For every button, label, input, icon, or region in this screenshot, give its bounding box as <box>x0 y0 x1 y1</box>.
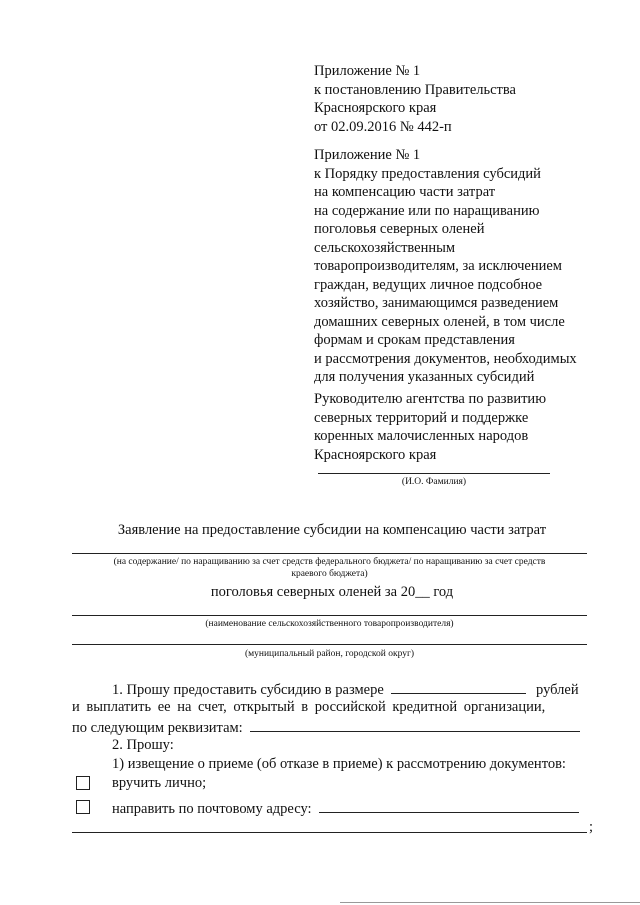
appendix-2-line: товаропроизводителям, за исключением <box>314 258 562 274</box>
form-title: Заявление на предоставление субсидии на компенсацию части затрат <box>117 522 547 538</box>
semicolon: ; <box>589 819 594 835</box>
appendix-2-line: и рассмотрения документов, необходимых <box>314 350 577 367</box>
paragraph-1-line-1 <box>112 679 579 700</box>
paragraph-2-1: 1) извещение о приеме (об отказе в приеме) к рассмотрению документов: <box>112 756 566 772</box>
addressee-block <box>314 390 546 464</box>
purpose-caption-line: (на содержание/ по наращиванию за счет средств федерального бюджета/ по наращиванию за счет средств <box>113 557 546 567</box>
appendix-2-line: граждан, ведущих личное подсобное <box>314 276 543 293</box>
appendix-1-line: Приложение № 1 <box>314 63 421 79</box>
deliver-personally-checkbox[interactable] <box>76 776 90 790</box>
send-by-mail-checkbox[interactable] <box>76 800 90 814</box>
addressee-line: Руководителю агентства по развитию <box>314 391 547 407</box>
appendix-2-header <box>314 146 577 387</box>
district-caption: (муниципальный район, городской округ) <box>244 649 415 659</box>
appendix-1-line: Красноярского края <box>314 100 437 116</box>
appendix-2-line: Приложение № 1 <box>314 147 421 163</box>
appendix-2-line: для получения указанных субсидий <box>314 369 535 385</box>
appendix-2-line: хозяйство, занимающимся разведением <box>314 295 559 311</box>
producer-name-line[interactable] <box>72 615 587 616</box>
paragraph-2: 2. Прошу: <box>112 737 174 753</box>
paragraph-1-line-2: и выплатить ее на счет, открытый в российской кредитной организации, <box>72 699 546 715</box>
requisites-label: по следующим реквизитам: <box>72 720 243 736</box>
signature-line[interactable] <box>318 473 550 474</box>
year-line: поголовья северных оленей за 20__ год <box>210 584 454 600</box>
postal-address-line-2[interactable] <box>72 832 587 833</box>
purpose-line[interactable] <box>72 553 587 554</box>
signature-caption: (И.О. Фамилия) <box>401 477 467 487</box>
appendix-1-line: от 02.09.2016 № 442-п <box>314 118 452 135</box>
deliver-personally-label: вручить лично; <box>112 775 207 791</box>
appendix-2-line: на содержание или по наращиванию <box>314 202 540 219</box>
district-line[interactable] <box>72 644 587 645</box>
appendix-2-line: формам и срокам представления <box>314 332 515 348</box>
send-by-mail-label: направить по почтовому адресу: <box>112 801 312 817</box>
appendix-1-header <box>314 62 516 136</box>
purpose-caption-line: краевого бюджета) <box>291 569 368 579</box>
purpose-caption <box>72 556 587 580</box>
appendix-1-line: к постановлению Правительства <box>314 81 516 98</box>
producer-caption: (наименование сельскохозяйственного товаропроизводителя) <box>205 619 454 629</box>
requisites-field[interactable] <box>250 717 580 732</box>
appendix-2-line: сельскохозяйственным <box>314 239 456 256</box>
rubles-label: рублей <box>536 682 579 698</box>
postal-address-field[interactable] <box>319 798 579 813</box>
appendix-2-line: на компенсацию части затрат <box>314 184 496 200</box>
appendix-2-line: поголовья северных оленей <box>314 221 485 237</box>
send-by-mail-row <box>112 798 579 819</box>
addressee-line: коренных малочисленных народов <box>314 428 529 444</box>
appendix-2-line: к Порядку предоставления субсидий <box>314 165 541 182</box>
bottom-edge-line <box>340 902 640 903</box>
appendix-2-line: домашних северных оленей, в том числе <box>314 313 565 330</box>
subsidy-amount-label: 1. Прошу предоставить субсидию в размере <box>112 682 384 698</box>
paragraph-1-line-3 <box>72 717 580 738</box>
addressee-line: северных территорий и поддержке <box>314 409 529 426</box>
addressee-line: Красноярского края <box>314 446 437 463</box>
subsidy-amount-field[interactable] <box>391 679 526 694</box>
